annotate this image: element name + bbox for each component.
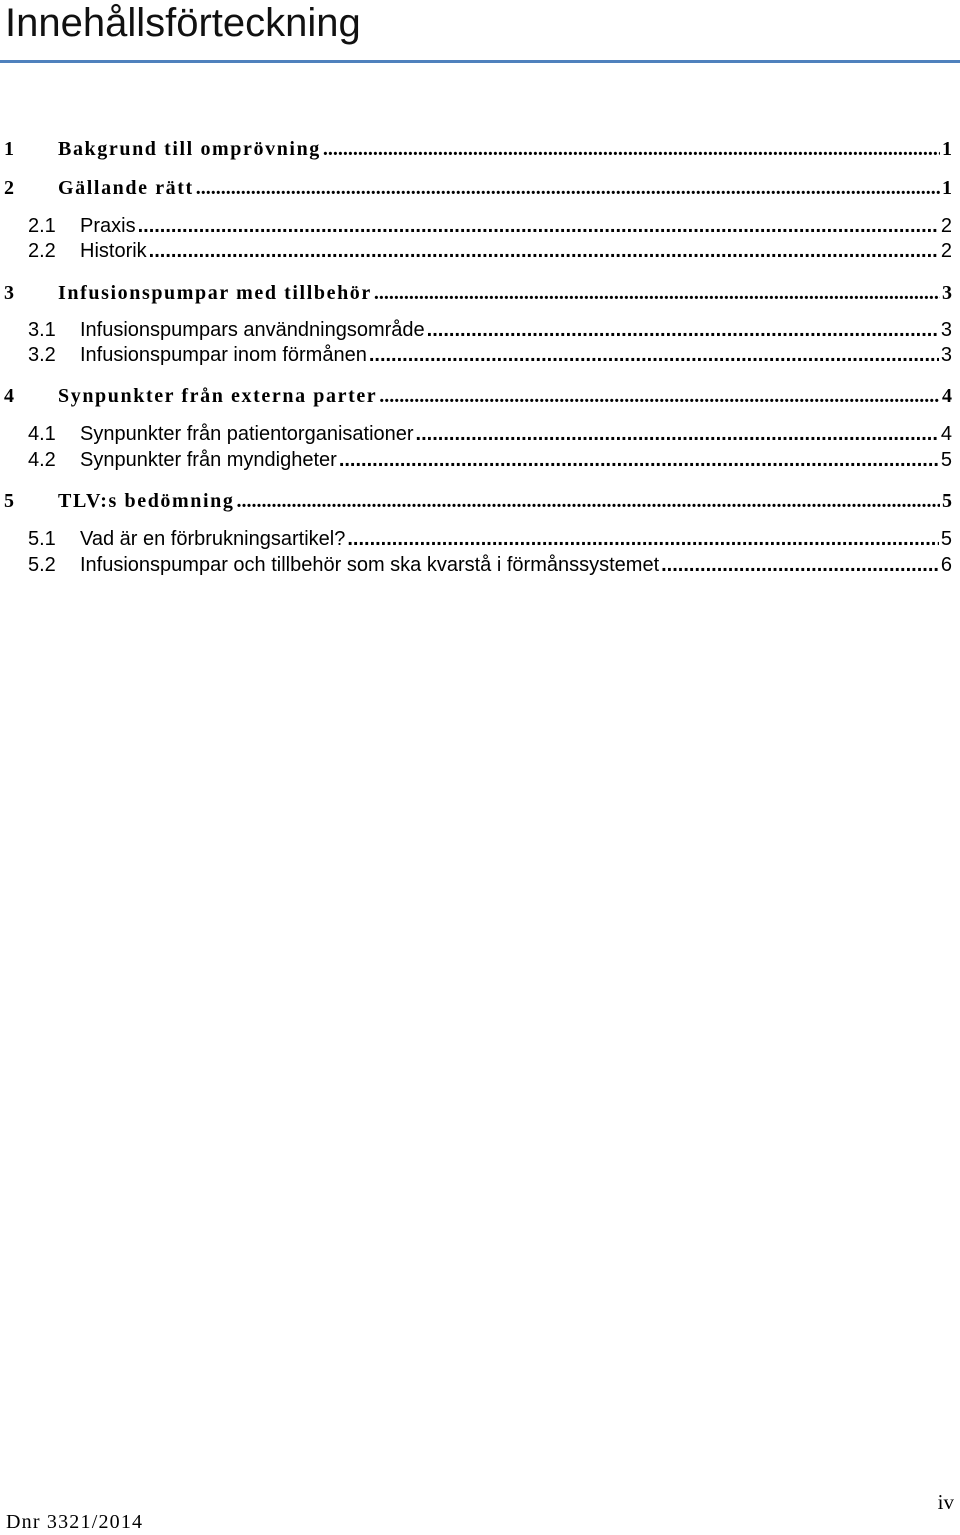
- toc-entry-title: Bakgrund till omprövning: [58, 138, 321, 160]
- toc-dot-leader: [369, 344, 939, 367]
- page-title: Innehållsförteckning: [5, 1, 361, 45]
- toc-entry-title: Synpunkter från myndigheter: [80, 449, 337, 471]
- toc-entry-page: 1: [942, 138, 952, 160]
- toc-entry-page: 6: [940, 554, 952, 576]
- toc-entry[interactable]: [0, 282, 952, 310]
- toc-entry[interactable]: [0, 240, 952, 268]
- toc-entry-number: 4.2: [28, 449, 56, 471]
- toc-entry-title: Vad är en förbrukningsartikel?: [80, 528, 346, 550]
- toc-dot-leader: [379, 385, 940, 408]
- toc-dot-leader: [138, 215, 939, 238]
- toc-dot-leader: [196, 177, 940, 200]
- toc-entry[interactable]: [0, 344, 952, 372]
- toc-entry-number: 5.1: [28, 528, 56, 550]
- toc-entry-number: 5: [4, 490, 16, 512]
- toc-entry-title: Historik: [80, 240, 147, 262]
- toc-entry[interactable]: [0, 319, 952, 347]
- page-number: iv: [937, 1490, 954, 1514]
- toc-entry[interactable]: [0, 138, 952, 166]
- toc-entry-number: 3: [4, 282, 16, 304]
- toc-entry-page: 5: [940, 449, 952, 471]
- toc-entry[interactable]: [0, 215, 952, 243]
- heading-rule: [0, 60, 960, 63]
- toc-entry-number: 4.1: [28, 423, 56, 445]
- toc-entry-number: 3.1: [28, 319, 56, 341]
- toc-entry[interactable]: [0, 554, 952, 582]
- toc-dot-leader: [236, 490, 940, 513]
- toc-entry[interactable]: [0, 528, 952, 556]
- toc-entry-title: Infusionspumpar med tillbehör: [58, 282, 372, 304]
- toc-entry-title: Gällande rätt: [58, 177, 194, 199]
- toc-dot-leader: [149, 240, 939, 263]
- toc-entry[interactable]: [0, 423, 952, 451]
- toc-entry-number: 1: [4, 138, 16, 160]
- toc-dot-leader: [661, 554, 939, 577]
- toc-entry-title: Infusionspumpar inom förmånen: [80, 344, 367, 366]
- toc-entry-page: 3: [940, 344, 952, 366]
- toc-dot-leader: [323, 138, 940, 161]
- toc-dot-leader: [374, 282, 940, 305]
- toc-entry-number: 4: [4, 385, 16, 407]
- toc-entry-page: 3: [940, 319, 952, 341]
- toc-entry-page: 4: [940, 423, 952, 445]
- toc-entry-page: 5: [940, 528, 952, 550]
- toc-dot-leader: [339, 449, 939, 472]
- toc-entry-page: 1: [942, 177, 952, 199]
- toc-dot-leader: [347, 528, 939, 551]
- toc-entry-title: TLV:s bedömning: [58, 490, 235, 512]
- toc-entry-number: 2.2: [28, 240, 56, 262]
- toc-entry-title: Infusionspumpar och tillbehör som ska kvarstå i förmånssystemet: [80, 554, 660, 576]
- toc-entry[interactable]: [0, 449, 952, 477]
- toc-entry-page: 2: [940, 240, 952, 262]
- toc-entry-title: Praxis: [80, 215, 136, 237]
- toc-dot-leader: [427, 319, 939, 342]
- toc-dot-leader: [416, 423, 939, 446]
- toc-entry-number: 2: [4, 177, 16, 199]
- toc-entry[interactable]: [0, 177, 952, 205]
- toc-entry[interactable]: [0, 385, 952, 413]
- toc-entry[interactable]: [0, 490, 952, 518]
- toc-entry-page: 3: [942, 282, 952, 304]
- toc-entry-title: Synpunkter från externa parter: [58, 385, 378, 407]
- toc-entry-number: 5.2: [28, 554, 56, 576]
- toc-entry-number: 3.2: [28, 344, 56, 366]
- toc-entry-page: 4: [942, 385, 952, 407]
- toc-entry-page: 2: [940, 215, 952, 237]
- toc-entry-page: 5: [942, 490, 952, 512]
- toc-entry-title: Synpunkter från patientorganisationer: [80, 423, 414, 445]
- toc-entry-number: 2.1: [28, 215, 56, 237]
- toc-entry-title: Infusionspumpars användningsområde: [80, 319, 425, 341]
- document-reference: Dnr 3321/2014: [6, 1511, 144, 1533]
